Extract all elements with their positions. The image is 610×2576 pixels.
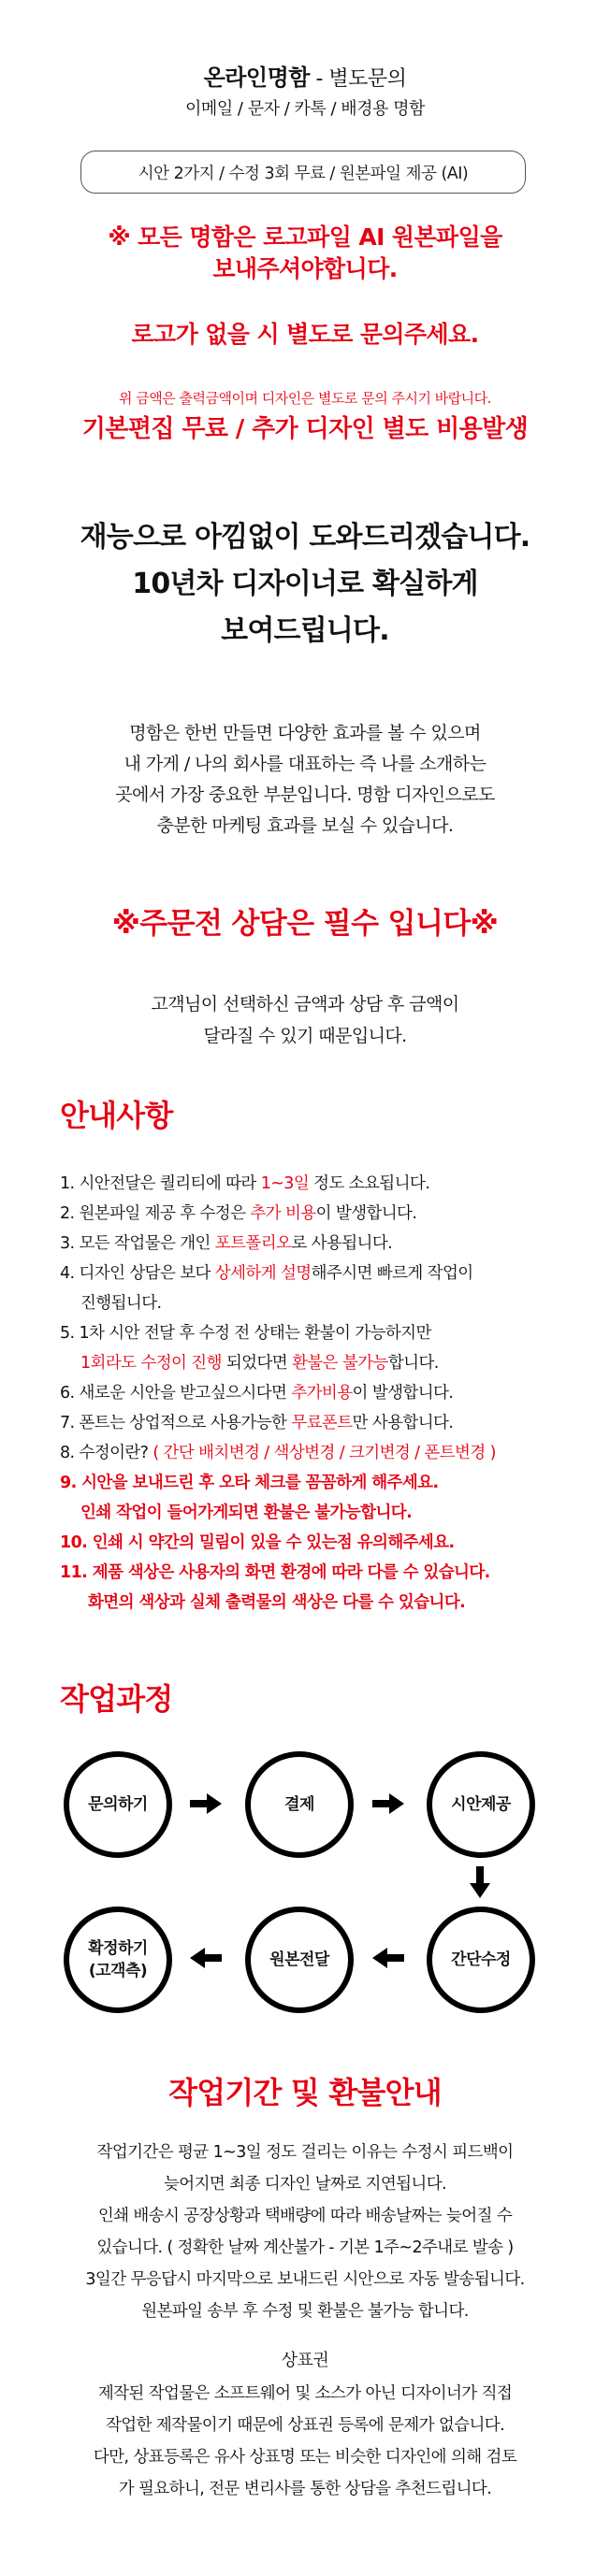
trademark-line: 작업한 제작물이기 때문에 상표권 등록에 문제가 없습니다. bbox=[105, 2416, 505, 2435]
process-heading: 작업과정 bbox=[60, 1681, 173, 1717]
notice-text: 이 발생합니다. bbox=[352, 1384, 454, 1403]
consult-line1: 고객님이 선택하신 금액과 상담 후 금액이 bbox=[151, 994, 459, 1015]
hero-line1: 재능으로 아낌없이 도와드리겠습니다. bbox=[80, 521, 530, 554]
feature-pill bbox=[80, 151, 526, 194]
trademark-line: 제작된 작업물은 소프트웨어 및 소스가 아닌 디자이너가 직접 bbox=[97, 2384, 513, 2403]
arrow-down-icon bbox=[470, 1866, 490, 1898]
notice-item-6 bbox=[60, 1378, 593, 1408]
notice-item-5-continued bbox=[60, 1348, 593, 1378]
notice-item-10: 10. 인쇄 시 약간의 밀림이 있을 수 있는점 유의해주세요. bbox=[60, 1533, 455, 1552]
refund-line: 원본파일 송부 후 수정 및 환불은 불가능 합니다. bbox=[141, 2302, 469, 2321]
notice-text: 정도 소요됩니다. bbox=[309, 1174, 430, 1193]
intro-line: 곳에서 가장 중요한 부분입니다. 명함 디자인으로도 bbox=[115, 784, 495, 805]
notice-item-5: 5. 1차 시안 전달 후 수정 전 상태는 환불이 가능하지만 bbox=[60, 1324, 431, 1343]
step-label: 문의하기 bbox=[88, 1795, 148, 1814]
notice-highlight: ( 간단 배치변경 / 색상변경 / 크기변경 / 폰트변경 ) bbox=[152, 1444, 496, 1462]
feature-pill-text: 시안 2가지 / 수정 3회 무료 / 원본파일 제공 (AI) bbox=[138, 164, 469, 183]
notice-text: 이 발생합니다. bbox=[315, 1204, 417, 1223]
title-separator: - bbox=[309, 67, 329, 91]
hero-line2: 10년차 디자이너로 확실하게 bbox=[132, 568, 478, 600]
notice-text: 2. 원본파일 제공 후 수정은 bbox=[60, 1204, 251, 1223]
refund-paragraph bbox=[0, 2137, 610, 2327]
notice-highlight: 포트폴리오 bbox=[214, 1234, 292, 1253]
notice-heading: 안내사항 bbox=[60, 1098, 173, 1133]
process-step-inquiry bbox=[64, 1751, 172, 1858]
logo-required-warning bbox=[0, 222, 610, 285]
page-title bbox=[0, 59, 610, 92]
intro-line: 내 가게 / 나의 회사를 대표하는 즉 나를 소개하는 bbox=[123, 754, 487, 774]
notice-text: 로 사용됩니다. bbox=[291, 1234, 393, 1253]
step-label: 원본전달 bbox=[269, 1950, 329, 1969]
logo-required-line2: 보내주셔야합니다. bbox=[212, 255, 398, 282]
page-subtitle: 이메일 / 문자 / 카톡 / 배경용 명함 bbox=[185, 99, 425, 119]
notice-list bbox=[60, 1169, 593, 1618]
notice-item-4-continued: 진행됩니다. bbox=[80, 1294, 162, 1313]
notice-highlight: 추가 비용 bbox=[250, 1204, 316, 1223]
consult-description bbox=[0, 988, 610, 1052]
notice-text: 4. 디자인 상담은 보다 bbox=[60, 1264, 215, 1283]
step-label: 확정하기 bbox=[88, 1939, 148, 1958]
trademark-paragraph bbox=[0, 2378, 610, 2505]
notice-text: 합니다. bbox=[387, 1354, 439, 1373]
step-label: 간단수정 bbox=[451, 1950, 511, 1969]
trademark-line: 가 필요하니, 전문 변리사를 통한 상담을 추천드립니다. bbox=[118, 2480, 492, 2498]
notice-item-9: 9. 시안을 보내드린 후 오타 체크를 꼼꼼하게 해주세요. bbox=[60, 1474, 439, 1492]
notice-text: 만 사용합니다. bbox=[352, 1414, 454, 1432]
trademark-line: 다만, 상표등록은 유사 상표명 또는 비슷한 디자인에 의해 검토 bbox=[93, 2448, 517, 2467]
refund-line: 인쇄 배송시 공장상황과 택배량에 따라 배송날짜는 늦어질 수 bbox=[97, 2207, 513, 2225]
intro-line: 명함은 한번 만들면 다양한 효과를 볼 수 있으며 bbox=[129, 723, 481, 743]
step-label: 시안제공 bbox=[451, 1795, 511, 1814]
refund-heading: 작업기간 및 환불안내 bbox=[168, 2075, 442, 2110]
step-label: 결제 bbox=[284, 1795, 314, 1814]
notice-item-2 bbox=[60, 1199, 593, 1229]
notice-highlight: 추가비용 bbox=[291, 1384, 353, 1403]
consult-required-heading: ※주문전 상담은 필수 입니다※ bbox=[111, 907, 499, 941]
process-step-revision bbox=[427, 1907, 535, 2013]
trademark-heading: 상표권 bbox=[281, 2351, 329, 2370]
logo-required-line1: ※ 모든 명함은 로고파일 AI 원본파일을 bbox=[108, 223, 502, 251]
notice-highlight: 무료폰트 bbox=[291, 1414, 353, 1432]
refund-line: 있습니다. ( 정확한 날짜 계산불가 - 기본 1주~2주내로 발송 ) bbox=[96, 2238, 514, 2257]
edit-policy: 기본편집 무료 / 추가 디자인 별도 비용발생 bbox=[81, 415, 529, 443]
notice-highlight: 환불은 불가능 bbox=[292, 1354, 388, 1373]
notice-item-11-continued: 화면의 색상과 실체 출력물의 색상은 다를 수 있습니다. bbox=[88, 1593, 466, 1612]
notice-item-11: 11. 제품 색상은 사용자의 화면 환경에 따라 다를 수 있습니다. bbox=[60, 1563, 490, 1582]
hero-message bbox=[0, 514, 610, 655]
arrow-left-icon bbox=[372, 1948, 404, 1968]
arrow-left-icon bbox=[190, 1948, 222, 1968]
process-step-payment bbox=[245, 1751, 354, 1858]
title-sub: 별도문의 bbox=[328, 67, 407, 91]
refund-line: 3일간 무응답시 마지막으로 보내드린 시안으로 자동 발송됩니다. bbox=[85, 2270, 525, 2289]
arrow-right-icon bbox=[190, 1793, 222, 1814]
process-step-confirm bbox=[64, 1907, 172, 2013]
notice-text: 7. 폰트는 상업적으로 사용가능한 bbox=[60, 1414, 292, 1432]
process-step-draft bbox=[427, 1751, 535, 1858]
step-sublabel: (고객측) bbox=[88, 1962, 148, 1980]
notice-text: 6. 새로운 시안을 받고싶으시다면 bbox=[60, 1384, 292, 1403]
notice-highlight: 1~3일 bbox=[260, 1174, 310, 1193]
notice-item-8 bbox=[60, 1438, 593, 1468]
refund-line: 늦어지면 최종 디자인 날짜로 지연됩니다. bbox=[164, 2175, 446, 2194]
notice-item-7 bbox=[60, 1408, 593, 1438]
notice-highlight: 상세하게 설명 bbox=[214, 1264, 312, 1283]
notice-item-4 bbox=[60, 1259, 593, 1288]
notice-text: 1. 시안전달은 퀄리티에 따라 bbox=[60, 1174, 261, 1193]
notice-text: 8. 수정이란? bbox=[60, 1444, 153, 1462]
consult-line2: 달라질 수 있기 때문입니다. bbox=[203, 1026, 407, 1046]
notice-text: 3. 모든 작업물은 개인 bbox=[60, 1234, 215, 1253]
notice-item-1 bbox=[60, 1169, 593, 1199]
notice-item-3 bbox=[60, 1229, 593, 1259]
intro-line: 충분한 마케팅 효과를 보실 수 있습니다. bbox=[156, 815, 454, 836]
refund-line: 작업기간은 평균 1~3일 정도 걸리는 이유는 수정시 피드백이 bbox=[96, 2143, 514, 2162]
notice-text: 되었다면 bbox=[221, 1354, 293, 1373]
intro-paragraph bbox=[0, 718, 610, 842]
notice-text: 해주시면 빠르게 작업이 bbox=[311, 1264, 473, 1283]
arrow-right-icon bbox=[372, 1793, 404, 1814]
title-main: 온라인명함 bbox=[203, 65, 310, 91]
notice-item-9-continued: 인쇄 작업이 들어가게되면 환불은 불가능합니다. bbox=[80, 1504, 413, 1522]
process-step-original-delivery bbox=[245, 1907, 354, 2013]
hero-line3: 보여드립니다. bbox=[221, 614, 389, 647]
no-logo-warning: 로고가 없을 시 별도로 문의주세요. bbox=[131, 321, 479, 348]
price-note: 위 금액은 출력금액이며 디자인은 별도로 문의 주시기 바랍니다. bbox=[119, 390, 491, 407]
notice-highlight: 1회라도 수정이 진행 bbox=[80, 1354, 222, 1373]
